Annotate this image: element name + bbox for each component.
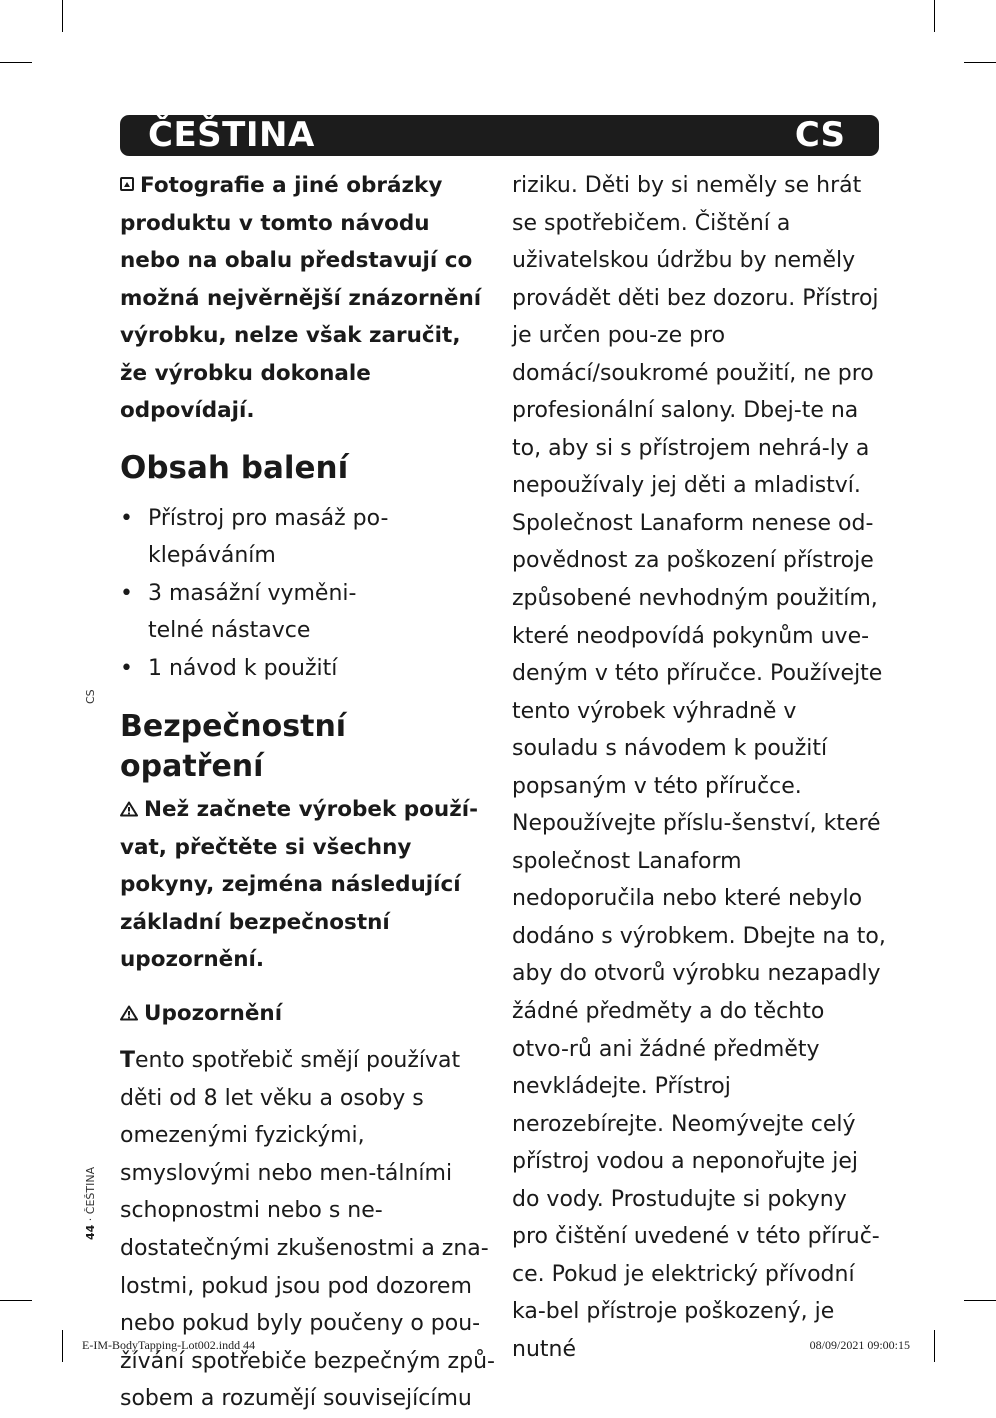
safety-body-right: riziku. Děti by si neměly se hrát se spotřebičem. Čištění a uživatelskou údržbu by neměly provádět děti bez dozoru. Přístroj je určen pou-ze pro domácí/soukromé použití, ne pro profesionální salony. Dbej-te na to, aby si s přístrojem nehrá-ly a nepoužívaly jej děti a mladiství. Společnost Lanaform nenese od-povědnost za poškození přístroje způsobené nevhodným použitím, které neodpovídá pokynům uve-deným v této příručce. Používejte tento výrobek výhradně v souladu s návodem k použití popsaným v této příručce. Nepoužívejte příslu-šenství, které společnost Lanaform nedoporučila nebo které nebylo dodáno s výrobkem. Dbejte na to, aby do otvorů výrobku nezapadly žádné předměty a do těchto otvo-rů ani žádné předměty nevkládejte. Přístroj nerozebírejte. Neomývejte celý přístroj vodou a neponořujte jej do vody. Prostudujte si pokyny pro čištění uvedené v této příruč-ce. Pokud je elektrický přívodní ka-bel přístroje poškozený, je nutné [512,173,886,1362]
page-section: · ČEŠTINA [84,1166,97,1222]
crop-mark [0,62,32,63]
footer-filename: E-IM-BodyTapping-Lot002.indd 44 [82,1338,256,1352]
page-number: 44 [84,1224,97,1240]
left-column [120,167,495,1418]
language-code: CS [794,115,845,155]
list-item: • 3 masážní vyměni-telné nástavce [120,575,398,650]
safety-body-left-text: ento spotřebič smějí používat děti od 8 let věku a osoby s omezenými fyzickými, smyslovými nebo men-tálními schopnostmi nebo s ne-dostatečnými zkušenostmi a zna-lostmi, pokud jsou pod dozorem nebo pokud byly poučeny o pou-žívání spotřebiče bezpečným způ-sobem a rozumějí souvisejícímu [120,1048,495,1412]
safety-intro-text: Než začnete výrobek použí-vat, přečtěte si všechny pokyny, zejména následující základní bezpečnostní upozornění. [120,797,479,972]
right-column [512,167,887,1369]
warning-icon [120,801,138,817]
image-icon [120,177,134,191]
crop-mark [934,1330,935,1362]
language-title: ČEŠTINA [148,115,315,155]
warning-heading [120,995,495,1033]
contents-list [120,500,495,688]
side-page-label [84,1167,97,1240]
contents-heading: Obsah balení [120,449,349,486]
safety-intro [120,791,495,979]
crop-mark [964,1300,996,1301]
crop-mark [62,0,63,32]
footer-timestamp: 08/09/2021 09:00:15 [809,1338,910,1352]
crop-mark [964,62,996,63]
side-language-code-text: CS [84,689,97,704]
safety-heading: Bezpečnostní opatření [120,709,347,784]
image-disclaimer [120,167,495,430]
list-item: • Přístroj pro masáž po-klepáváním [120,500,398,575]
crop-mark [934,0,935,32]
side-language-code [84,689,97,704]
list-item: • 1 návod k použití [120,650,398,688]
language-header-bar [120,115,879,156]
warning-icon [120,1005,138,1021]
warning-heading-text: Upozornění [144,1000,283,1026]
image-disclaimer-text: Fotografie a jiné obrázky produktu v tomto návodu nebo na obalu představují co možná nejvěrnější znázornění výrobku, nelze však zaručit, že výrobku dokonale odpovídají. [120,173,482,423]
crop-mark [62,1330,63,1362]
drop-letter: T [120,1048,136,1073]
crop-mark [0,1300,32,1301]
